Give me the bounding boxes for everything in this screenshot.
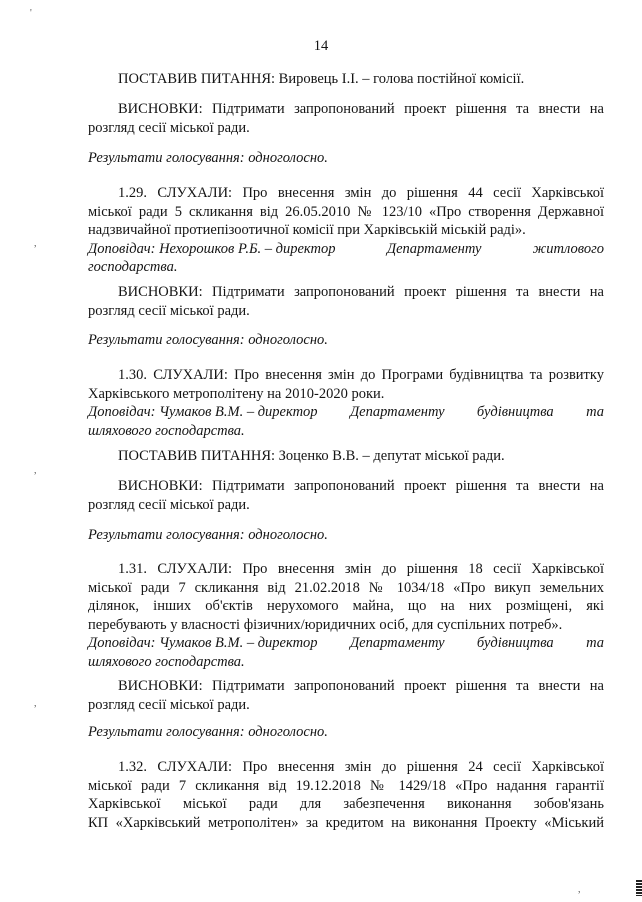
agenda-item-1-30 <box>88 366 604 440</box>
paragraph-line: розгляд сесії міської ради. <box>88 696 250 713</box>
conclusions-paragraph <box>88 283 604 320</box>
speaker-line <box>88 240 604 259</box>
paragraph-line: розгляд сесії міської ради. <box>88 302 250 319</box>
speaker-line <box>88 403 604 422</box>
raised-question-paragraph <box>88 447 604 466</box>
scan-speck: , <box>578 884 581 895</box>
paragraph-line: ВИСНОВКИ: Підтримати запропонований проект рішення та внести на <box>118 101 604 117</box>
scan-speck: ' <box>30 8 32 19</box>
paragraph-line: шляхового господарства. <box>88 653 245 670</box>
scan-speck: , <box>34 238 37 249</box>
paragraph-line: Результати голосування: одноголосно. <box>88 332 328 348</box>
paragraph-line: розгляд сесії міської ради. <box>88 119 250 136</box>
paragraph-line: ділянок, інших об'єктів нерухомого майна, що на них розміщені, які <box>88 598 604 614</box>
paragraph-line: Харківського метрополітену на 2010-2020 роки. <box>88 385 385 402</box>
paragraph-line: міської ради 7 скликання від 19.12.2018 № 1429/18 «Про надання гарантії <box>88 777 604 794</box>
speaker-part: будівництва <box>476 404 554 420</box>
paragraph-line: господарства. <box>88 259 178 275</box>
paragraph-line: надзвичайної протиепізоотичної комісії при Харківській міській раді». <box>88 222 526 238</box>
speaker-part: житлового <box>532 240 604 257</box>
agenda-item-1-32 <box>88 758 604 832</box>
speaker-part: Доповідач: Чумаков В.М. – директор <box>88 404 318 420</box>
paragraph-line: міської ради 7 скликання від 21.02.2018 № 1034/18 «Про викуп земельних <box>88 579 604 596</box>
paragraph-line: перебувають у власності фізичних/юридичних осіб, для суспільних потреб». <box>88 616 563 633</box>
paragraph-line: міської ради 5 скликання від 26.05.2010 № 123/10 «Про створення Державної <box>88 203 604 220</box>
speaker-part: та <box>586 635 604 651</box>
conclusions-paragraph <box>88 477 604 514</box>
paragraph-line: ПОСТАВИВ ПИТАННЯ: Вировець І.І. – голова постійної комісії. <box>118 71 525 87</box>
scan-barcode-strip <box>636 880 642 896</box>
agenda-item-1-31 <box>88 560 604 671</box>
speaker-part: будівництва <box>476 635 554 651</box>
paragraph-line: ВИСНОВКИ: Підтримати запропонований проект рішення та внести на <box>118 678 604 694</box>
paragraph-line: КП «Харківський метрополітен» за кредитом на виконання Проекту «Міський <box>88 814 604 831</box>
paragraph-line: ПОСТАВИВ ПИТАННЯ: Зоценко В.В. – депутат міської ради. <box>118 448 505 464</box>
conclusions-paragraph <box>88 677 604 714</box>
speaker-part: та <box>586 404 604 420</box>
scan-speck: , <box>34 465 37 476</box>
paragraph-line: Результати голосування: одноголосно. <box>88 724 328 740</box>
speaker-part: Департаменту <box>349 635 445 651</box>
voting-results <box>88 723 604 742</box>
paragraph-line: ВИСНОВКИ: Підтримати запропонований проект рішення та внести на <box>118 478 604 494</box>
voting-results <box>88 331 604 350</box>
paragraph-line: Харківської міської ради для забезпечення виконання зобов'язань <box>88 796 604 812</box>
paragraph-line: шляхового господарства. <box>88 422 245 439</box>
paragraph-line: ВИСНОВКИ: Підтримати запропонований проект рішення та внести на <box>118 284 604 300</box>
voting-results <box>88 526 604 545</box>
agenda-item-1-29 <box>88 184 604 277</box>
speaker-part: Доповідач: Чумаков В.М. – директор <box>88 635 318 651</box>
voting-results <box>88 149 604 168</box>
speaker-part: Доповідач: Нехорошков Р.Б. – директор <box>88 240 336 257</box>
raised-question-paragraph <box>88 70 604 89</box>
conclusions-paragraph <box>88 100 604 137</box>
scan-speck: , <box>34 698 37 709</box>
speaker-line <box>88 634 604 653</box>
paragraph-line: 1.31. СЛУХАЛИ: Про внесення змін до рішення 18 сесії Харківської <box>118 561 604 577</box>
speaker-part: Департаменту <box>386 240 482 257</box>
page-number: 14 <box>313 38 329 54</box>
paragraph-line: 1.29. СЛУХАЛИ: Про внесення змін до рішення 44 сесії Харківської <box>118 185 604 201</box>
paragraph-line: Результати голосування: одноголосно. <box>88 527 328 543</box>
paragraph-line: розгляд сесії міської ради. <box>88 496 250 513</box>
paragraph-line: Результати голосування: одноголосно. <box>88 150 328 166</box>
paragraph-line: 1.30. СЛУХАЛИ: Про внесення змін до Програми будівництва та розвитку <box>118 367 604 383</box>
paragraph-line: 1.32. СЛУХАЛИ: Про внесення змін до рішення 24 сесії Харківської <box>118 759 604 775</box>
speaker-part: Департаменту <box>349 404 445 420</box>
